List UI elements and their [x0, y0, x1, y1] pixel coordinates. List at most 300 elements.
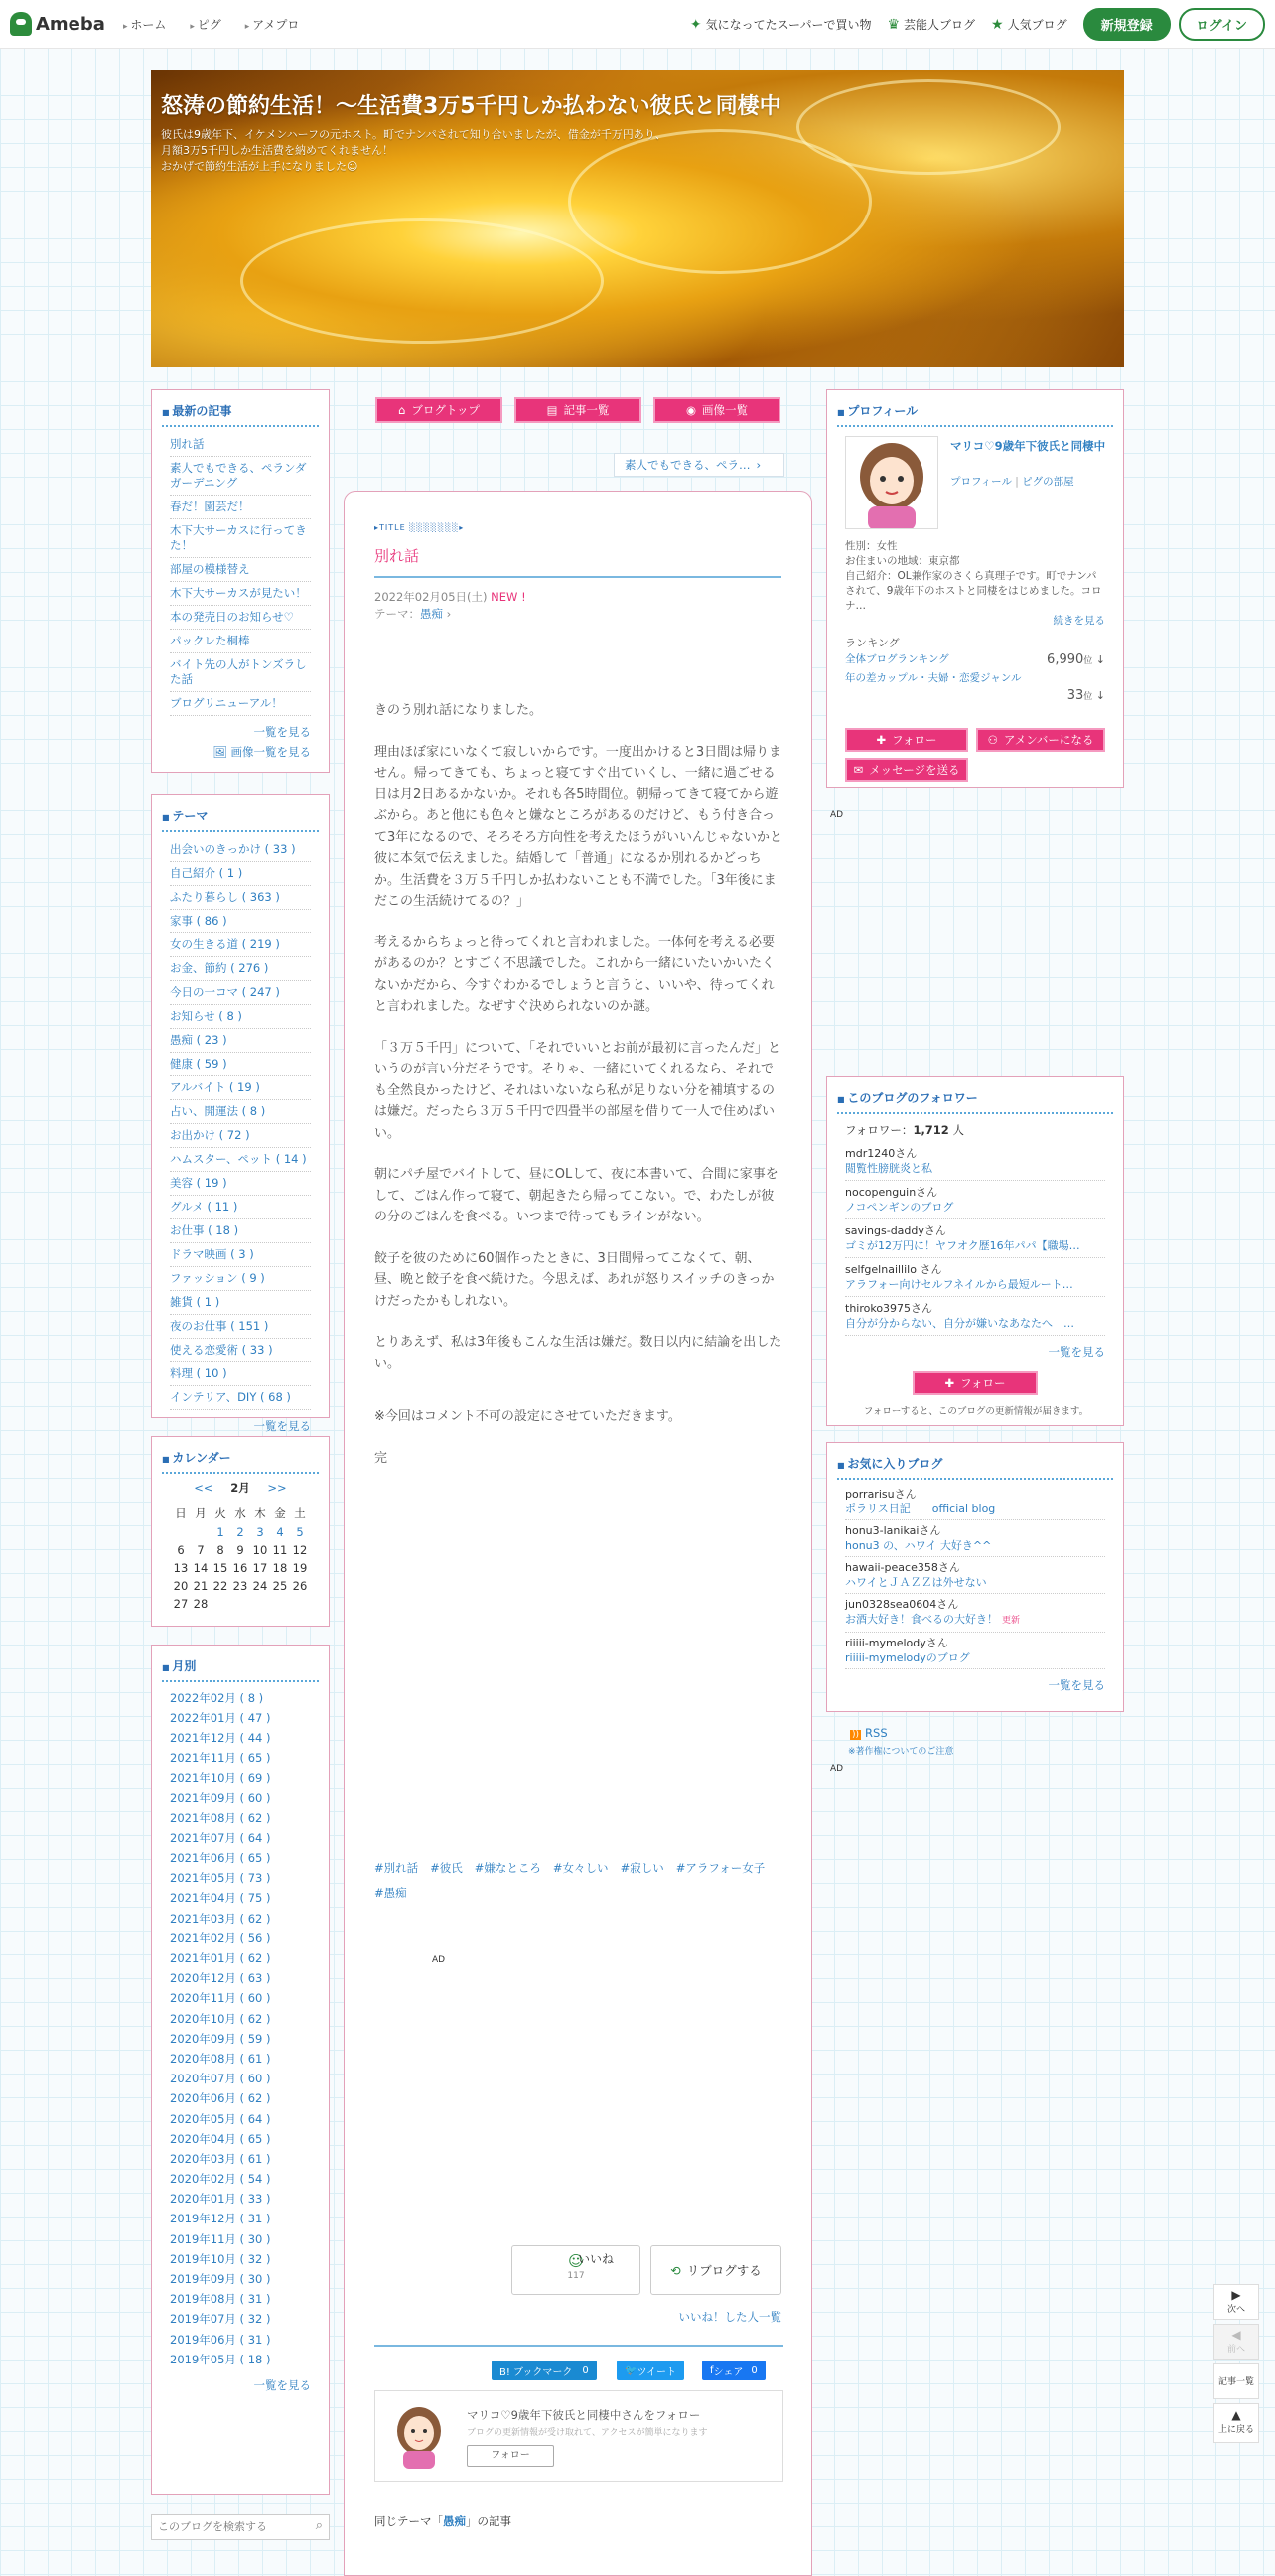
hatena-bookmark-button[interactable]	[492, 2361, 597, 2380]
hashtag-link[interactable]: #寂しい	[620, 1861, 664, 1875]
link-label: 芸能人ブログ	[904, 18, 976, 32]
list-icon: ▤	[546, 403, 558, 417]
theme-link[interactable]: ファッション ( 9 )	[170, 1267, 311, 1291]
archive-month-link[interactable]: 2021年09月 ( 60 )	[170, 1790, 271, 1805]
archive-month-link[interactable]: 2021年07月 ( 64 )	[170, 1830, 271, 1845]
recent-article-link[interactable]: 本の発売日のお知らせ♡	[170, 606, 311, 630]
nav-home-link[interactable]: ▸ ホーム	[123, 16, 166, 33]
follower-blog[interactable]: ノコペンギンのブログ	[845, 1201, 954, 1214]
tab-blog-top[interactable]	[375, 397, 502, 423]
calendar-day	[191, 1523, 211, 1541]
calendar-day[interactable]: 1	[216, 1525, 224, 1539]
archive-month-link[interactable]: 2021年03月 ( 62 )	[170, 1911, 271, 1926]
archive-more-link[interactable]: 一覧を見る	[253, 2378, 311, 2393]
theme-link[interactable]: 愚痴 ( 23 )	[170, 1029, 311, 1053]
favorite-blog[interactable]: riiiii-mymelodyのブログ	[845, 1651, 970, 1664]
theme-link[interactable]: 美容 ( 19 )	[170, 1172, 311, 1196]
nav-celebrity-blog-link[interactable]	[887, 16, 975, 33]
followers-heading: ■ このブログのフォロワー	[837, 1089, 1113, 1114]
archive-month-link[interactable]: 2019年05月 ( 18 )	[170, 2352, 271, 2366]
calendar-day: 15	[212, 1561, 228, 1575]
archive-month-link[interactable]: 2019年12月 ( 31 )	[170, 2212, 271, 2226]
follower-user[interactable]: nocopenguinさん	[845, 1186, 938, 1199]
calendar-day[interactable]: 4	[276, 1525, 284, 1539]
archive-month-link[interactable]: 2020年09月 ( 59 )	[170, 2031, 271, 2046]
theme-link[interactable]: 女の生きる道 ( 219 )	[170, 933, 311, 957]
archive-month-link[interactable]: 2019年09月 ( 30 )	[170, 2272, 271, 2287]
triangle-up-icon: ▲	[1231, 2408, 1241, 2422]
archive-month-link[interactable]: 2020年04月 ( 65 )	[170, 2131, 271, 2146]
recent-article-link[interactable]: バイト先の人がトンズラした話	[170, 653, 311, 692]
rank1-label[interactable]: 全体ブログランキング	[845, 653, 949, 665]
article-list-side-button[interactable]: 記事一覧	[1213, 2363, 1259, 2399]
profile-read-more[interactable]: 続きを見る	[1053, 615, 1105, 627]
archive-box	[151, 1645, 330, 2495]
calendar-day: 25	[272, 1579, 288, 1593]
rank-unit: 位	[1083, 692, 1093, 702]
image-icon: 🖼	[212, 745, 231, 759]
hatena-count: 0	[582, 2364, 589, 2376]
tab-image-list[interactable]	[653, 397, 780, 423]
theme-link[interactable]: 出会いのきっかけ ( 33 )	[170, 838, 311, 862]
profile-avatar[interactable]	[845, 436, 938, 529]
follower-item	[845, 1219, 1105, 1258]
chevron-right-icon: ›	[443, 607, 452, 621]
calendar-day: 11	[272, 1543, 288, 1557]
article-paragraph: とりあえず、私は3年後もこんな生活は嫌だ。数日以内に結論を出したい。	[374, 1335, 782, 1371]
theme-link[interactable]: お仕事 ( 18 )	[170, 1219, 311, 1243]
glass-decoration	[240, 218, 604, 344]
theme-link[interactable]: 占い、開運法 ( 8 )	[170, 1100, 311, 1124]
archive-month-link[interactable]: 2019年11月 ( 30 )	[170, 2231, 271, 2246]
archive-month-link[interactable]: 2021年11月 ( 65 )	[170, 1751, 271, 1766]
follower-item	[845, 1181, 1105, 1219]
hashtag-link[interactable]: #愚痴	[374, 1886, 407, 1900]
tab-label: ブログトップ	[411, 403, 480, 417]
calendar-day: 17	[252, 1561, 268, 1575]
article-paragraph: 完	[374, 1450, 388, 1466]
tab-label: 画像一覧	[702, 403, 749, 417]
archive-month-link[interactable]: 2020年08月 ( 61 )	[170, 2051, 271, 2066]
calendar-day: 26	[292, 1579, 308, 1593]
archive-heading: ■ 月別	[162, 1657, 319, 1682]
pigg-room-link[interactable]: ピグの部屋	[1022, 476, 1074, 488]
theme-link[interactable]: インテリア、DIY ( 68 )	[170, 1386, 311, 1410]
author-avatar	[389, 2403, 449, 2469]
crown-icon: ♛	[887, 16, 901, 33]
rss-link[interactable]	[850, 1726, 888, 1740]
calendar-day[interactable]: 5	[296, 1525, 304, 1539]
follower-user[interactable]: mdr1240さん	[845, 1147, 918, 1160]
article-paragraph: 理由ほぼ家にいなくて寂しいからです。一度出かけると3日間は帰りません。帰ってきても、ちょっと寝てすぐ出ていくし、一緒に過ごせる日は月2日あるかないか。それも各5時間位。朝帰ってきて寝てから遊ぶから。あと他にも色々と嫌なところがあるのだけど、もう付き合って3年になるので、そろそろ方向性を考えたほうがいいんじゃないかと彼に本気で伝えました。結婚して「普通」になるか別れるかどっちか。生活費を３万５千円しか払わないことも不満でした。「3年後にまだこの生活続けてるの？」	[374, 744, 783, 909]
favorite-blog-item	[845, 1520, 1105, 1557]
nav-supermarket-link[interactable]	[690, 16, 872, 33]
follower-count: 1,712	[913, 1123, 949, 1137]
mail-icon: ✉	[853, 763, 864, 777]
article-theme-link[interactable]: 愚痴	[420, 607, 443, 621]
profile-area: お住まいの地域：東京都	[845, 555, 960, 567]
calendar-box	[151, 1436, 330, 1627]
archive-month-link[interactable]: 2021年01月 ( 62 )	[170, 1951, 271, 1966]
calendar-weekday: 火	[214, 1506, 226, 1520]
favorite-blog[interactable]: ポラリス日記 official blog	[845, 1503, 996, 1515]
profile-follow-button[interactable]	[845, 728, 968, 752]
archive-month-link[interactable]: 2020年03月 ( 61 )	[170, 2151, 271, 2166]
archive-month-link[interactable]: 2020年01月 ( 33 )	[170, 2192, 271, 2207]
hashtag-list	[374, 1856, 783, 1906]
calendar-day: 9	[236, 1543, 244, 1557]
image-list-link[interactable]	[152, 744, 311, 760]
calendar-day: 20	[173, 1579, 189, 1593]
theme-list	[170, 838, 311, 1410]
new-badge: NEW !	[491, 590, 526, 604]
article-paragraph: きのう別れ話になりました。	[374, 703, 543, 718]
theme-heading: ■ テーマ	[162, 807, 319, 832]
theme-link[interactable]: 健康 ( 59 )	[170, 1053, 311, 1076]
theme-label: テーマ：	[374, 607, 420, 621]
reblog-button[interactable]	[650, 2245, 781, 2295]
archive-month-link[interactable]: 2021年08月 ( 62 )	[170, 1810, 271, 1825]
title-ornament-label: TITLE	[379, 523, 406, 532]
favorite-blog[interactable]: honu3 の、ハワイ 大好き^^	[845, 1539, 992, 1552]
theme-link[interactable]: ドラマ映画 ( 3 )	[170, 1243, 311, 1267]
follower-blog[interactable]: アラフォー向けセルフネイルから最短ルート…	[845, 1278, 1073, 1291]
follower-count-label: フォロワー：	[845, 1123, 914, 1137]
calendar-day: 8	[216, 1543, 224, 1557]
article-paragraph: ※今回はコメント不可の設定にさせていただきます。	[374, 1409, 681, 1424]
recent-article-link[interactable]: 木下大サーカスが見たい！	[170, 582, 311, 606]
nav-pigg-link[interactable]: ▸ ピグ	[190, 16, 220, 33]
same-theme-suffix: 」の記事	[466, 2514, 511, 2528]
ameba-logo-icon	[10, 12, 32, 36]
follower-item	[845, 1142, 1105, 1181]
calendar-day	[171, 1523, 191, 1541]
theme-link[interactable]: お出かけ ( 72 )	[170, 1124, 311, 1148]
ranking-section: ランキング 全体ブログランキング 6,990位 ↓ 年の差カップル・夫婦・恋愛ジャンル 33位 ↓	[845, 637, 1105, 703]
calendar-weekday: 金	[274, 1506, 286, 1520]
next-label: 次へ	[1226, 2305, 1245, 2315]
smile-icon: ☺	[568, 2252, 584, 2270]
favorite-blog-item	[845, 1557, 1105, 1594]
fb-count: 0	[751, 2364, 758, 2376]
triangle-left-icon: ◀	[1231, 2328, 1241, 2342]
calendar-weekday: 日	[175, 1506, 187, 1520]
nav-amepro-link[interactable]: ▸ アメプロ	[245, 16, 300, 33]
facebook-icon: f	[710, 2364, 714, 2376]
search-input[interactable]	[156, 2515, 299, 2539]
article-paragraph: 「３万５千円」について、「それでいいとお前が最初に言ったんだ」というのが言い分だそうです。そりゃ、一緒にいてくれるなら、それでも全然良かったけど、それはいないなら私が足りない分を補填するのは嫌だ。だったら３万５千円で四畳半の部屋を借りて一人で住めばいい。	[374, 1040, 780, 1141]
like-count: 117	[567, 2271, 585, 2281]
camera-icon: ◉	[685, 403, 697, 417]
calendar-day: 23	[232, 1579, 248, 1593]
archive-month-link[interactable]: 2020年05月 ( 64 )	[170, 2111, 271, 2126]
twitter-icon: 🐦	[625, 2364, 638, 2376]
top-navigation-bar	[0, 0, 1275, 49]
recent-more-link[interactable]: 一覧を見る	[253, 725, 311, 739]
rank1-value: 6,990	[1047, 652, 1084, 667]
follower-list	[845, 1142, 1105, 1336]
hashtag-link[interactable]: #女々しい	[552, 1861, 609, 1875]
sparkle-icon: ✦	[689, 16, 702, 33]
favorite-blog-item	[845, 1594, 1105, 1633]
recent-article-link[interactable]: 素人でもできる、ペランダガーデニング	[170, 457, 311, 496]
favorite-blog-item	[845, 1633, 1105, 1669]
recent-article-link[interactable]: パックレた桐棒	[170, 630, 311, 653]
copyright-note-link[interactable]: ※著作権についてのご注意	[848, 1747, 954, 1757]
follower-blog[interactable]: 閲覧性膀胱炎と私	[845, 1162, 932, 1175]
prev-article-button[interactable]	[1213, 2324, 1259, 2360]
calendar-day: 7	[197, 1543, 205, 1557]
article-panel	[344, 491, 812, 2576]
link-label: 人気ブログ	[1007, 18, 1067, 32]
calendar-weekday: 水	[234, 1506, 246, 1520]
calendar-day: 27	[173, 1597, 189, 1611]
logo-text: Ameba	[36, 13, 105, 35]
calendar-day: 22	[212, 1579, 228, 1593]
archive-month-link[interactable]: 2020年10月 ( 62 )	[170, 2011, 271, 2026]
plus-icon: ✚	[876, 733, 887, 747]
archive-month-link[interactable]: 2020年02月 ( 54 )	[170, 2172, 271, 2187]
theme-link[interactable]: 料理 ( 10 )	[170, 1362, 311, 1386]
favorite-blogs-heading: ■ お気に入りブログ	[837, 1455, 1113, 1480]
follower-user[interactable]: selfgelnaillilo さん	[845, 1263, 942, 1276]
archive-month-link[interactable]: 2020年11月 ( 60 )	[170, 1991, 271, 2006]
ranking-heading: ランキング	[845, 637, 900, 649]
calendar-heading: ■ カレンダー	[162, 1449, 319, 1474]
theme-box	[151, 794, 330, 1433]
profile-link[interactable]: プロフィール	[950, 476, 1012, 488]
archive-list	[170, 1688, 311, 2369]
rank2-label[interactable]: 年の差カップル・夫婦・恋愛ジャンル	[845, 672, 1022, 684]
glass-decoration	[796, 79, 1061, 175]
favorite-user[interactable]: honu3-lanikaiさん	[845, 1524, 941, 1537]
like-label: いいね	[577, 2252, 614, 2266]
calendar-day: 24	[252, 1579, 268, 1593]
calendar-month: 2月	[230, 1481, 250, 1495]
recent-article-link[interactable]: 春だ！園芸だ！	[170, 496, 311, 519]
send-message-button[interactable]	[845, 758, 968, 782]
amember-label: アメンバーになる	[1003, 733, 1094, 747]
calendar-day[interactable]: 3	[256, 1525, 264, 1539]
avatar-illustration	[846, 437, 937, 528]
favorite-user[interactable]: hawaii-peace358さん	[845, 1561, 960, 1574]
archive-month-link[interactable]: 2019年08月 ( 31 )	[170, 2292, 271, 2307]
like-list-link[interactable]: いいね！した人一覧	[678, 2310, 781, 2324]
tab-label: 記事一覧	[563, 403, 610, 417]
theme-link[interactable]: お知らせ ( 8 )	[170, 1005, 311, 1029]
previous-article-title: 素人でもできる、ペラ…	[625, 458, 751, 472]
calendar-day: 13	[173, 1561, 189, 1575]
message-label: メッセージを送る	[869, 763, 960, 777]
favorite-user[interactable]: riiiii-mymelodyさん	[845, 1637, 948, 1649]
article-date: 2022年02月05日(土)	[374, 590, 488, 604]
follow-card-button[interactable]: フォロー	[467, 2445, 554, 2467]
follower-user[interactable]: thiroko3975さん	[845, 1302, 933, 1315]
archive-month-link[interactable]: 2021年02月 ( 56 )	[170, 1931, 271, 1945]
calendar-weekday: 木	[254, 1506, 266, 1520]
blog-title[interactable]: 怒涛の節約生活！〜生活費3万5千円しか払わない彼氏と同棲中	[161, 94, 781, 119]
plus-icon: ✚	[944, 1376, 955, 1390]
tweet-button[interactable]	[617, 2361, 684, 2380]
prev-label: 前へ	[1226, 2345, 1245, 2355]
fb-label: シェア	[713, 2366, 744, 2378]
calendar-day: 6	[177, 1543, 185, 1557]
theme-link[interactable]: 家事 ( 86 )	[170, 910, 311, 933]
theme-link[interactable]: 夜のお仕事 ( 151 )	[170, 1315, 311, 1339]
search-icon[interactable]: ⌕	[315, 2518, 323, 2533]
same-theme-name[interactable]: 愚痴	[443, 2514, 466, 2528]
follower-count-unit: 人	[948, 1123, 964, 1137]
rss-label: RSS	[865, 1726, 888, 1740]
calendar-day: 28	[193, 1597, 209, 1611]
favorite-blogs-box	[826, 1442, 1124, 1712]
recent-article-link[interactable]: 木下大サーカスに行ってきた！	[170, 519, 311, 558]
ameba-logo[interactable]	[10, 12, 105, 36]
favorite-blog[interactable]: お酒大好き！食べるの大好き！	[845, 1613, 998, 1626]
calendar-prev[interactable]: <<	[194, 1481, 213, 1495]
profile-gender: 性別：女性	[845, 540, 898, 552]
theme-link[interactable]: グルメ ( 11 )	[170, 1196, 311, 1219]
archive-month-link[interactable]: 2021年10月 ( 69 )	[170, 1771, 271, 1786]
theme-link[interactable]: お金、節約 ( 276 )	[170, 957, 311, 981]
follow-card-sub: ブログの更新情報が受け取れて、アクセスが簡単になります	[467, 2428, 708, 2438]
divider	[374, 2345, 783, 2347]
reblog-label: リブログする	[686, 2263, 762, 2278]
followers-box	[826, 1076, 1124, 1426]
archive-month-link[interactable]: 2019年10月 ( 32 )	[170, 2251, 271, 2266]
favorite-blogs-list	[845, 1484, 1105, 1669]
calendar-day	[250, 1595, 270, 1613]
archive-month-link[interactable]: 2021年12月 ( 44 )	[170, 1730, 271, 1745]
follow-note: フォローすると、このブログの更新情報が届きます。	[863, 1406, 1089, 1417]
follower-item	[845, 1258, 1105, 1297]
desc-line: おかげで節約生活が上手になりました☺	[161, 160, 358, 173]
calendar-weekday: 土	[294, 1506, 306, 1520]
tab-article-list[interactable]	[514, 397, 641, 423]
archive-month-link[interactable]: 2020年07月 ( 60 )	[170, 2072, 271, 2086]
hashtag-link[interactable]: #嫌なところ	[474, 1861, 541, 1875]
back-to-top-button[interactable]	[1213, 2403, 1259, 2443]
theme-link[interactable]: アルバイト ( 19 )	[170, 1076, 311, 1100]
ad-label: AD	[830, 810, 844, 820]
archive-month-link[interactable]: 2021年04月 ( 75 )	[170, 1891, 271, 1906]
updated-badge: 更新	[1002, 1616, 1021, 1626]
favorite-user[interactable]: porrarisuさん	[845, 1488, 917, 1501]
rss-icon: ))	[852, 1730, 860, 1740]
archive-month-link[interactable]: 2022年02月 ( 8 )	[170, 1690, 264, 1705]
article-meta	[374, 589, 526, 623]
title-ornament: ▸TITLE ░░░░░░░▸	[374, 523, 465, 532]
favorites-more-link[interactable]: 一覧を見る	[1048, 1678, 1105, 1692]
previous-article-link[interactable]	[614, 453, 784, 477]
archive-month-link[interactable]: 2019年07月 ( 32 )	[170, 2312, 271, 2327]
recent-articles-list	[170, 433, 311, 716]
hashtag-link[interactable]: #彼氏	[430, 1861, 463, 1875]
follow-card	[374, 2390, 783, 2482]
facebook-share-button[interactable]	[702, 2361, 766, 2380]
home-icon: ⌂	[398, 403, 406, 417]
article-title[interactable]: 別れ話	[374, 545, 781, 578]
calendar-day: 19	[292, 1561, 308, 1575]
recent-article-link[interactable]: 別れ話	[170, 433, 311, 457]
archive-month-link[interactable]: 2020年12月 ( 63 )	[170, 1971, 271, 1986]
calendar-day: 18	[272, 1561, 288, 1575]
archive-month-link[interactable]: 2020年06月 ( 62 )	[170, 2091, 271, 2106]
follow-card-text: マリコ♡9歳年下彼氏と同棲中さんをフォロー	[467, 2408, 701, 2422]
next-article-button[interactable]	[1213, 2284, 1259, 2320]
follower-user[interactable]: savings-daddyさん	[845, 1224, 946, 1237]
favorite-blog[interactable]: ハワイとＪＡＺＺは外せない	[845, 1576, 987, 1589]
favorite-blog-item	[845, 1484, 1105, 1520]
rank2-value: 33	[1066, 688, 1084, 703]
blog-search	[151, 2514, 330, 2540]
calendar-next[interactable]: >>	[267, 1481, 287, 1495]
amember-button[interactable]	[976, 728, 1105, 752]
profile-box: ■ プロフィール マリコ♡9歳年下彼氏と同棲中 プロフィール | ピグの部屋 性別：女性 お住まいの地域：東京都 自己紹介：OL兼作家のさくら真理子です。町でナンパされて、9歳年下のホストと同棲をはじめました。コロナ… 続きを見る ランキング 全体ブログランキング 6,990位 ↓ 年の差カップル・夫婦・恋愛ジャンル 33位 ↓ ✚ フォロー ⚇ アメンバーになる ✉ メッセージを送る	[826, 389, 1124, 788]
calendar-day	[270, 1595, 290, 1613]
theme-link[interactable]: 雑貨 ( 1 )	[170, 1291, 311, 1315]
recent-article-link[interactable]: ブログリニューアル！	[170, 692, 311, 716]
ad-label: AD	[432, 1955, 446, 1965]
desc-line: 月額3万5千円しか生活費を納めてくれません！	[161, 144, 393, 157]
follower-blog[interactable]: 自分が分からない、自分が嫌いなあなたへ …	[845, 1317, 1074, 1330]
register-button[interactable]: 新規登録	[1083, 8, 1171, 41]
archive-month-link[interactable]: 2022年01月 ( 47 )	[170, 1710, 271, 1725]
top-label: 上に戻る	[1217, 2425, 1254, 2435]
archive-month-link[interactable]: 2021年06月 ( 65 )	[170, 1851, 271, 1866]
followers-more-link[interactable]: 一覧を見る	[1048, 1345, 1105, 1359]
ad-label: AD	[830, 1764, 844, 1774]
profile-name[interactable]: マリコ♡9歳年下彼氏と同棲中	[950, 439, 1106, 453]
hashtag-link[interactable]: #別れ話	[374, 1861, 419, 1875]
theme-link[interactable]: 使える恋愛術 ( 33 )	[170, 1339, 311, 1362]
theme-link[interactable]: ふたり暮らし ( 363 )	[170, 886, 311, 910]
followers-follow-button[interactable]	[913, 1371, 1038, 1395]
theme-link[interactable]: 自己紹介 ( 1 )	[170, 862, 311, 886]
article-paragraph: 考えるからちょっと待ってくれと言われました。一体何を考える必要があるのか？とすごく不思議でした。これから一緒にいたいかいたくないかだから、今すぐわかるでしょうと言うと、いいや、待ってくれと言われました。なぜすぐ決められないのか謎。	[374, 934, 776, 1014]
rank-unit: 位	[1083, 656, 1093, 666]
favorite-user[interactable]: jun0328sea0604さん	[845, 1598, 959, 1611]
calendar-day	[211, 1595, 230, 1613]
archive-month-link[interactable]: 2021年05月 ( 73 )	[170, 1871, 271, 1886]
archive-month-link[interactable]: 2019年06月 ( 31 )	[170, 2332, 271, 2347]
follower-blog[interactable]: ゴミが12万円に！ヤフオク歴16年パパ【職場…	[845, 1239, 1080, 1252]
same-theme-prefix: 同じテーマ「	[374, 2514, 443, 2528]
calendar-day: 16	[232, 1561, 248, 1575]
profile-intro: 自己紹介：OL兼作家のさくら真理子です。町でナンパされて、9歳年下のホストと同棲をはじめました。コロナ…	[845, 570, 1102, 612]
theme-link[interactable]: 今日の一コマ ( 247 )	[170, 981, 311, 1005]
amember-icon: ⚇	[987, 733, 998, 747]
like-button[interactable]	[511, 2245, 640, 2295]
calendar-day: 10	[252, 1543, 268, 1557]
tweet-label: ツイート	[637, 2366, 676, 2378]
triangle-right-icon: ▶	[1231, 2288, 1241, 2302]
calendar-grid	[171, 1503, 310, 1613]
follow-label: フォロー	[892, 733, 937, 747]
blog-header-banner	[151, 70, 1124, 367]
hashtag-link[interactable]: #アラフォー女子	[675, 1861, 766, 1875]
calendar-day[interactable]: 2	[236, 1525, 244, 1539]
calendar-day: 21	[193, 1579, 209, 1593]
theme-link[interactable]: ハムスター、ペット ( 14 )	[170, 1148, 311, 1172]
nav-popular-blog-link[interactable]	[991, 16, 1067, 33]
theme-more-link[interactable]: 一覧を見る	[253, 1419, 311, 1433]
reblog-icon: ⟲	[670, 2262, 681, 2278]
follower-item	[845, 1297, 1105, 1336]
article-paragraph: 餃子を彼のために60個作ったときに、3日間帰ってこなくて、朝、昼、晩と餃子を食べ続けた。今思えば、あれが怒りスイッチのきっかけだったかもしれない。	[374, 1250, 775, 1309]
login-button[interactable]: ログイン	[1179, 8, 1265, 41]
recent-article-link[interactable]: 部屋の模様替え	[170, 558, 311, 582]
